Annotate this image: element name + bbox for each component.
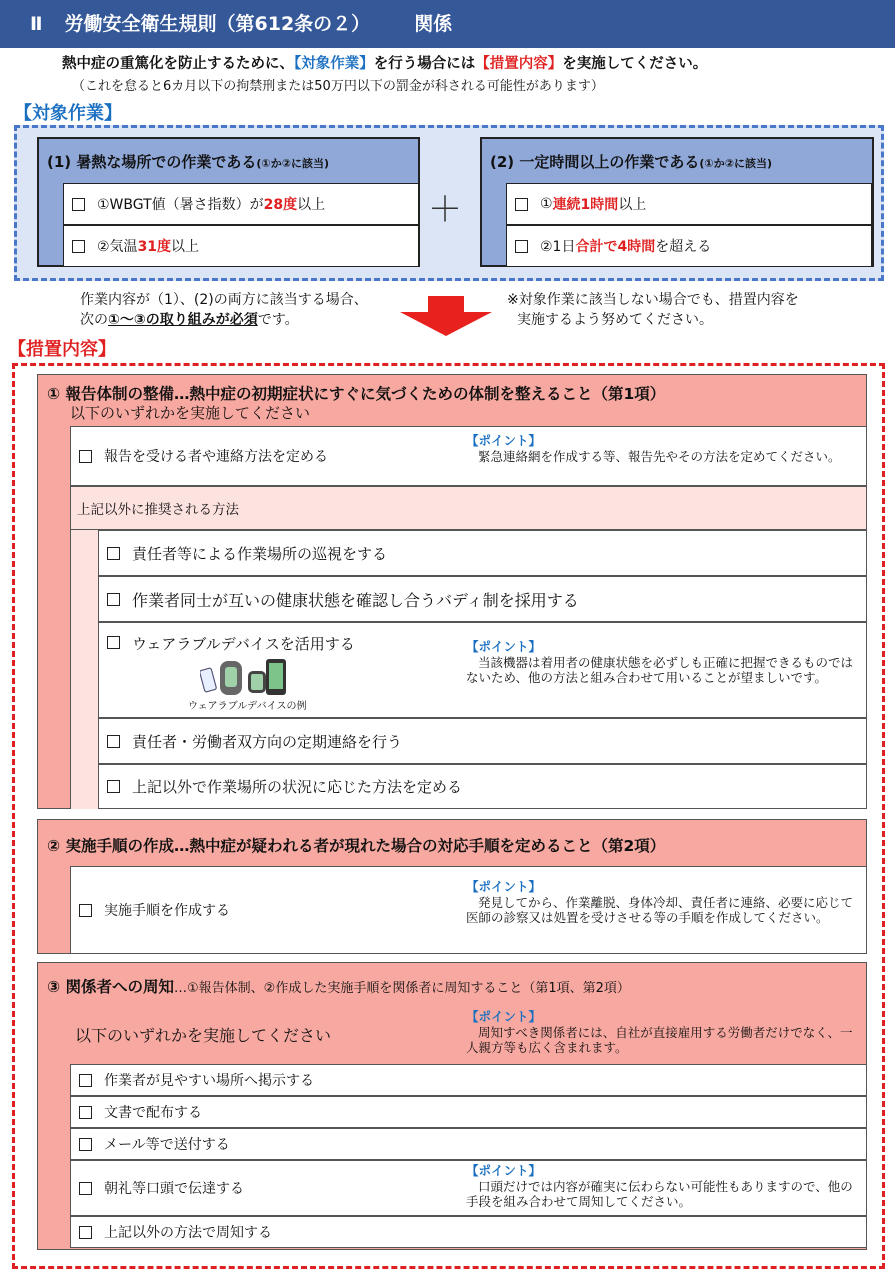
down-arrow-icon [398, 296, 494, 338]
checkbox[interactable] [515, 198, 528, 211]
req-text: 次の [80, 312, 108, 328]
cond-note: (①か②に該当) [699, 157, 773, 170]
row-text: ②気温 [97, 239, 138, 255]
option-periodic-contact[interactable] [98, 718, 867, 764]
row-text: ②1日 [540, 239, 576, 255]
point-label: 【ポイント】 [466, 433, 542, 448]
measure-3-subtitle: 以下のいずれかを実施してください [75, 1026, 332, 1045]
point-procedure [466, 877, 861, 925]
wearable-device-icon [200, 657, 300, 697]
requirement-note [80, 290, 368, 330]
condition-2-row-continuous[interactable] [506, 183, 872, 225]
row-text: 以上 [297, 197, 326, 213]
req-text: です。 [257, 312, 299, 328]
measure-3-title [47, 975, 630, 997]
row-text: メール等で送付する [104, 1137, 230, 1153]
notify-other[interactable] [70, 1216, 867, 1248]
row-text: 以上 [618, 197, 647, 213]
checkbox[interactable] [72, 198, 85, 211]
intro-line-1 [62, 52, 707, 73]
intro-text: 熱中症の重篤化を防止するために、 [62, 56, 294, 72]
notify-document[interactable] [70, 1096, 867, 1128]
recommended-indent [70, 530, 98, 809]
condition-1-title [47, 151, 329, 172]
option-buddy[interactable] [98, 576, 867, 622]
effort-line: ※対象作業に該当しない場合でも、措置内容を [507, 292, 799, 308]
checkbox[interactable] [72, 240, 85, 253]
checkbox[interactable] [107, 780, 120, 793]
notify-email[interactable] [70, 1128, 867, 1160]
row-text: ① [540, 196, 553, 212]
option-other[interactable] [98, 764, 867, 809]
intro-measure-ref: 【措置内容】 [475, 56, 563, 72]
measure-3-title-rest: …①報告体制、②作成した実施手順を関係者に周知すること（第1項、第2項） [174, 981, 630, 996]
point-oral [466, 1161, 861, 1209]
checkbox[interactable] [79, 904, 92, 917]
row-text: 実施手順を作成する [104, 903, 230, 919]
point-report [466, 431, 861, 464]
row-text: 作業者が見やすい場所へ掲示する [104, 1073, 314, 1089]
point-label: 【ポイント】 [466, 879, 542, 894]
point-stakeholders [466, 1007, 861, 1055]
row-text: 上記以外の方法で周知する [104, 1225, 272, 1241]
row-text: ①WBGT値（暑さ指数）が [97, 197, 264, 213]
page-header [0, 0, 895, 48]
target-label: 【対象作業】 [14, 103, 122, 124]
checkbox[interactable] [107, 593, 120, 606]
intro-target-ref: 【対象作業】 [294, 56, 374, 72]
point-text: 緊急連絡網を作成する等、報告先やその方法を定めてください。 [478, 449, 841, 464]
row-text: ウェアラブルデバイスを活用する [132, 635, 355, 653]
condition-2 [480, 137, 874, 267]
checkbox[interactable] [107, 636, 120, 649]
checkbox[interactable] [515, 240, 528, 253]
checkbox[interactable] [79, 1138, 92, 1151]
row-text: 朝礼等口頭で伝達する [104, 1181, 244, 1197]
point-text: 周知すべき関係者には、自社が直接雇用する労働者だけでなく、一人親方等も広く含まれます。 [466, 1025, 853, 1055]
row-text: 責任者等による作業場所の巡視をする [132, 544, 388, 563]
section-title: 労働安全衛生規則（第612条の２） [64, 13, 371, 35]
row-text: を超える [655, 239, 712, 255]
condition-2-title [490, 151, 772, 172]
measure-1-subtitle: 以下のいずれかを実施してください [70, 404, 311, 422]
row-text: 作業者同士が互いの健康状態を確認し合うバディ制を採用する [132, 590, 579, 610]
point-wearable [466, 637, 861, 685]
req-bold: ①～③の取り組みが必須 [108, 312, 258, 328]
cond-title-text: (2) 一定時間以上の作業である [490, 153, 700, 171]
measure-3-title-bold: ③ 関係者への周知 [47, 978, 175, 996]
intro-text: を行う場合には [373, 56, 476, 72]
condition-1 [37, 137, 420, 267]
condition-2-row-total[interactable] [506, 225, 872, 267]
checkbox[interactable] [79, 1074, 92, 1087]
measure-2-title: ② 実施手順の作成…熱中症が疑われる者が現れた場合の対応手順を定めること（第2項） [47, 837, 666, 855]
intro-text: を実施してください。 [562, 56, 708, 72]
requirement-line [80, 310, 368, 330]
row-highlight: 合計で4時間 [575, 239, 656, 255]
point-label: 【ポイント】 [466, 1009, 542, 1024]
checkbox[interactable] [107, 735, 120, 748]
section-suffix: 関係 [414, 13, 453, 35]
effort-line: 実施するよう努めてください。 [517, 312, 713, 328]
measures-label: 【措置内容】 [8, 339, 116, 360]
cond-title-text: (1) 暑熱な場所での作業である [47, 153, 257, 171]
effort-note [507, 290, 799, 330]
intro-line-2: （これを怠ると6カ月以下の拘禁刑または50万円以下の罰金が科される可能性があります） [72, 79, 604, 94]
row-text: 文書で配布する [104, 1105, 202, 1121]
row-text: 報告を受ける者や連絡方法を定める [104, 449, 328, 465]
condition-1-row-wbgt[interactable] [63, 183, 419, 225]
plus-icon: ＋ [428, 190, 462, 230]
row-text: 上記以外で作業場所の状況に応じた方法を定める [132, 778, 463, 796]
measure-1-title: ① 報告体制の整備…熱中症の初期症状にすぐに気づくための体制を整えること（第1項） [47, 385, 666, 403]
requirement-line: 作業内容が（1）、(2)の両方に該当する場合、 [80, 292, 368, 308]
wearable-caption: ウェアラブルデバイスの例 [188, 701, 307, 712]
row-highlight: 28度 [263, 197, 298, 213]
checkbox[interactable] [79, 1182, 92, 1195]
row-text: 責任者・労働者双方向の定期連絡を行う [132, 732, 403, 751]
checkbox[interactable] [79, 450, 92, 463]
recommended-header: 上記以外に推奨される方法 [70, 486, 867, 530]
checkbox[interactable] [107, 547, 120, 560]
row-highlight: 31度 [137, 239, 172, 255]
point-text: 当該機器は着用者の健康状態を必ずしも正確に把握できるものではないため、他の方法と組み合わせて用いることが望ましいです。 [466, 655, 854, 685]
option-patrol[interactable] [98, 530, 867, 576]
checkbox[interactable] [79, 1106, 92, 1119]
point-label: 【ポイント】 [466, 639, 542, 654]
condition-1-row-temp[interactable] [63, 225, 419, 267]
checkbox[interactable] [79, 1226, 92, 1239]
cond-note: (①か②に該当) [256, 157, 330, 170]
point-label: 【ポイント】 [466, 1163, 542, 1178]
notify-post[interactable] [70, 1064, 867, 1096]
section-roman: Ⅱ [30, 13, 43, 35]
point-text: 口頭だけでは内容が確実に伝わらない可能性もありますので、他の手段を組み合わせて周知してください。 [466, 1179, 853, 1209]
point-text: 発見してから、作業離脱、身体冷却、責任者に連絡、必要に応じて医師の診察又は処置を受けさせる等の手順を作成してください。 [466, 895, 854, 925]
row-highlight: 連続1時間 [552, 197, 619, 213]
row-text: 以上 [171, 239, 200, 255]
